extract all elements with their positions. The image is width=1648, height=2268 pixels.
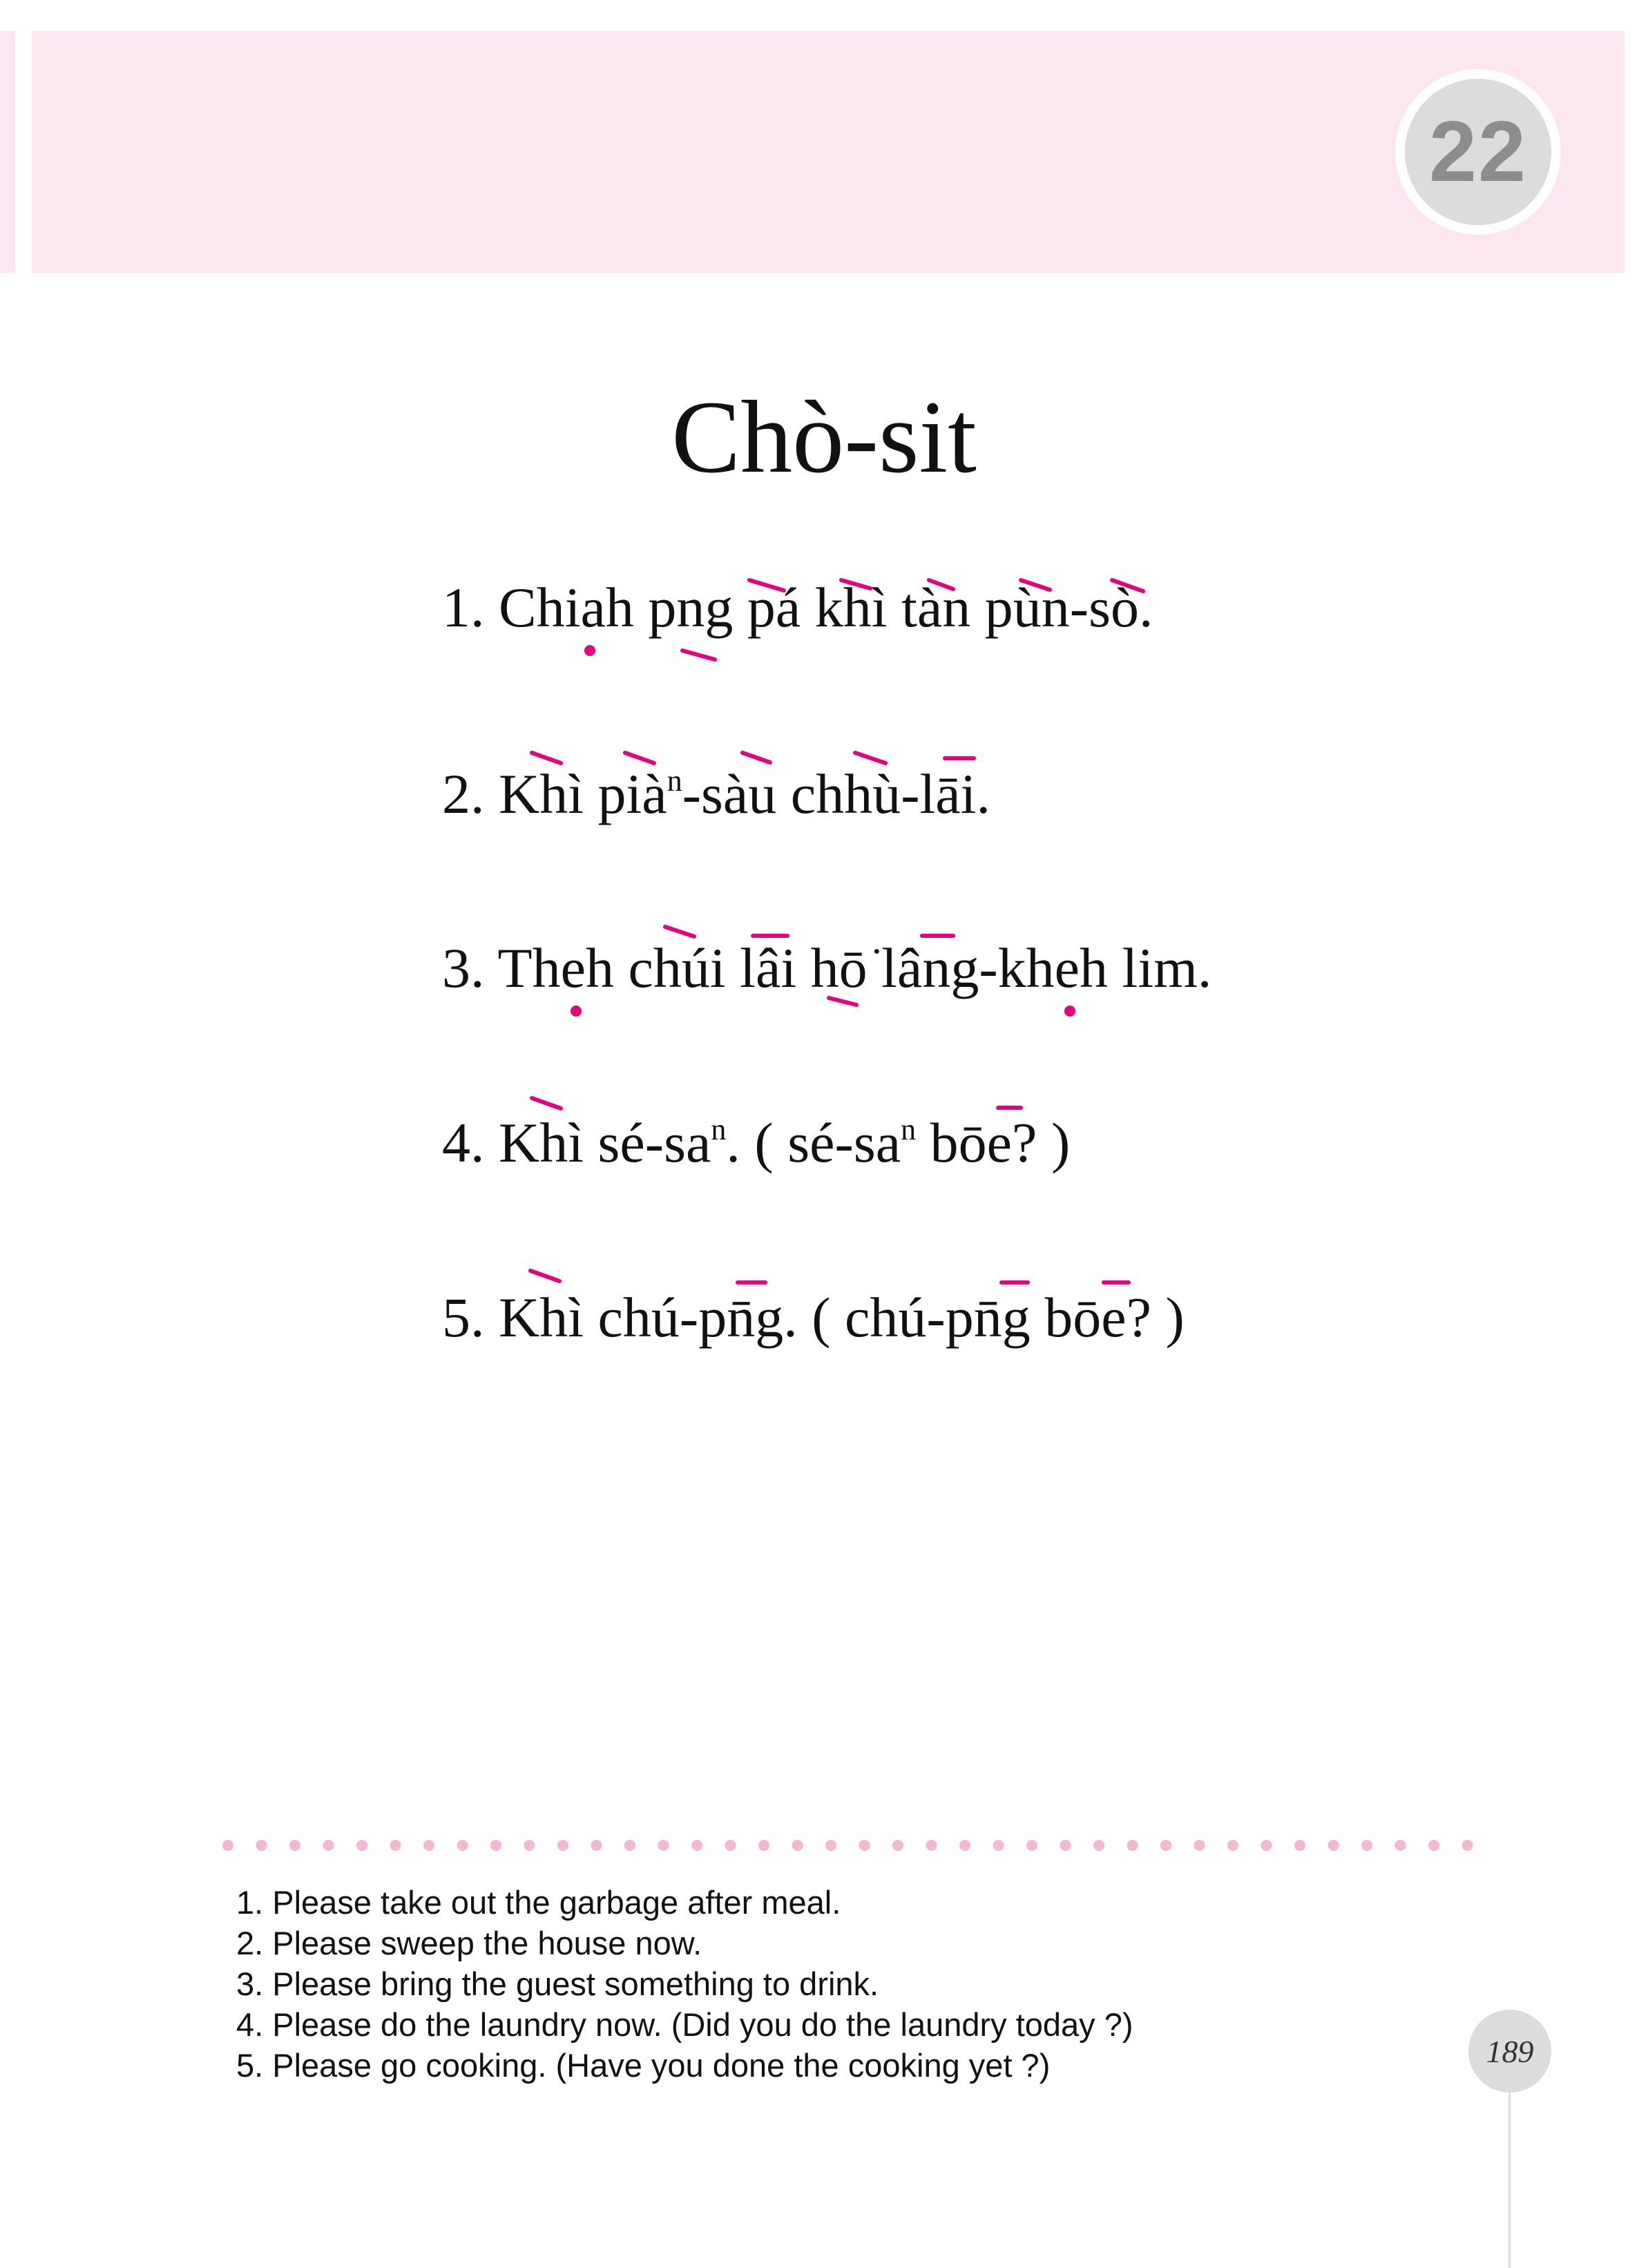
dotted-divider [221,1838,1478,1852]
header-band [32,31,1625,273]
translation-list [236,1882,1133,2086]
lesson-number: 22 [1405,79,1551,225]
sentence-3-part-b: eh chúi lâi hō͘ lâng-kh [561,934,1055,1003]
translation-1: 1. Please take out the garbage after meal. [236,1884,841,1921]
divider-dot [591,1840,602,1851]
translation-5: 5. Please go cooking. (Have you done the cooking yet ?) [236,2047,1051,2084]
lesson-badge [1395,69,1561,235]
sentence-2-part-b: -sàu chhù-lāi. [682,762,990,825]
divider-dot [1093,1840,1104,1851]
divider-dot [1328,1840,1339,1851]
divider-dot [323,1840,334,1851]
sentence-4 [442,1108,1070,1178]
divider-dot [1127,1840,1138,1851]
sentence-4-part-a: 4. Khì sé-sa [442,1111,711,1174]
divider-dot [356,1840,367,1851]
divider-dot [1428,1840,1439,1851]
divider-dot [423,1840,434,1851]
divider-dot [792,1840,803,1851]
side-bar [0,31,15,273]
divider-dot [758,1840,769,1851]
divider-dot [457,1840,468,1851]
sentence-1-part-b: ah p [580,573,676,642]
tone-mark [532,1098,561,1108]
divider-dot [222,1840,233,1851]
sentence-1-part-d: hì tàn pùn-sò. [843,576,1153,639]
divider-dot [1227,1840,1238,1851]
tone-mark [530,1271,559,1281]
translation-2: 2. Please sweep the house now. [236,1925,702,1961]
translation-4: 4. Please do the laundry now. (Did you do the laundry today ?) [236,2006,1133,2043]
divider-dot [1194,1840,1205,1851]
page-number-stem [1508,2072,1511,2268]
divider-dot [557,1840,568,1851]
divider-dot [1060,1840,1071,1851]
sentence-5-text: 5. Khì chú-pn̄g. ( chú-pn̄g bōe? ) [442,1286,1185,1349]
page-title: Chò-sit [671,380,977,494]
divider-dot [490,1840,501,1851]
sentence-3 [442,934,1211,1003]
translation-3: 3. Please bring the guest something to drink. [236,1966,879,2002]
divider-dot [289,1840,300,1851]
sentence-4-part-b: . ( sé-sa [726,1111,901,1174]
divider-dot [926,1840,937,1851]
divider-dot [1294,1840,1305,1851]
sentence-5 [442,1283,1185,1352]
tone-dot-mark [1064,1006,1075,1017]
page-number: 189 [1468,2010,1551,2093]
sentence-3-part-a: 3. Th [442,936,561,999]
divider-dot [825,1840,836,1851]
divider-dot [1261,1840,1272,1851]
nasal-superscript: n [667,764,682,798]
divider-dot [859,1840,870,1851]
divider-dot [892,1840,903,1851]
sentence-2 [442,760,990,829]
divider-dot [390,1840,401,1851]
divider-dot [1462,1840,1473,1851]
sentence-1 [442,573,1153,642]
sentence-4-part-c: bōe? ) [916,1111,1071,1174]
tone-dot-mark [571,1006,582,1017]
divider-dot [1160,1840,1171,1851]
sentence-2-part-a: 2. Khì pià [442,762,667,825]
tone-dot-mark [584,645,595,656]
divider-dot [725,1840,736,1851]
nasal-superscript: n [711,1113,727,1146]
divider-dot [1026,1840,1037,1851]
sentence-1-part-a: 1. Chi [442,576,581,639]
tone-mark [682,651,715,660]
sentence-3-part-c: eh lim. [1055,934,1212,1003]
divider-dot [1361,1840,1372,1851]
divider-dot [959,1840,970,1851]
divider-dot [524,1840,535,1851]
divider-dot [624,1840,635,1851]
nasal-superscript: n [901,1113,917,1146]
divider-dot [256,1840,267,1851]
divider-dot [691,1840,702,1851]
divider-dot [993,1840,1004,1851]
sentence-1-part-c: ng pá k [676,576,843,639]
divider-dot [658,1840,669,1851]
divider-dot [1395,1840,1406,1851]
